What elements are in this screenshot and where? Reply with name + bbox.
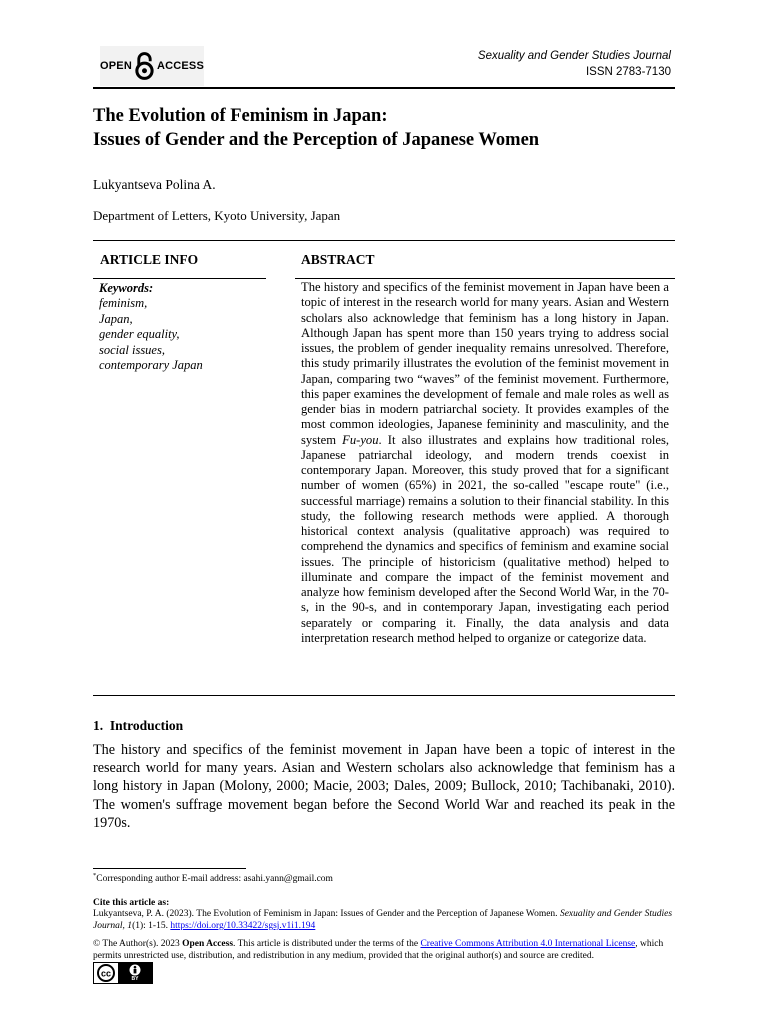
cc-license-link[interactable]: Creative Commons Attribution 4.0 International License <box>420 939 636 949</box>
open-access-logo-left: OPEN <box>100 60 132 72</box>
attribution-panel <box>118 963 152 983</box>
paper-title-line-2: Issues of Gender and the Perception of Japanese Women <box>93 130 540 150</box>
license-open-access: Open Access <box>182 939 234 949</box>
keyword-item: Japan, <box>99 311 133 326</box>
open-access-logo <box>100 46 204 86</box>
info-bottom-rule <box>93 695 675 696</box>
doi-link[interactable]: https://doi.org/10.33422/sgsj.v1i1.194 <box>170 921 316 931</box>
author-affiliation: Department of Letters, Kyoto University, Japan <box>93 208 341 223</box>
introduction-paragraph: The history and specifics of the feminist movement in Japan have been a topic of interest in the research world for many years. Asian and Western scholars also acknowledge that feminism has a long history in Japan (Molony, 2000; Macie, 2003; Dales, 2009; Bullock, 2010; Tachibanaki, 2010). The women's suffrage movement began before the Second World War and reached its peak in the 1970s. <box>93 742 675 831</box>
creative-commons-icon <box>94 963 118 983</box>
citation-text <box>93 908 675 932</box>
article-info-rule <box>93 278 266 279</box>
abstract-rule <box>295 278 675 279</box>
citation-heading: Cite this article as: <box>93 898 170 908</box>
keywords-block <box>99 281 203 374</box>
attribution-person-icon <box>129 964 141 976</box>
introduction-heading: 1. Introduction <box>93 718 184 733</box>
keywords-list <box>99 296 203 374</box>
paper-title-line-1: The Evolution of Feminism in Japan: <box>93 106 388 126</box>
license-text-part: , which permits unrestricted use, distribution, and redistribution in any medium, provided that the original author(s) and source are credited. <box>93 939 664 961</box>
abstract-heading: ABSTRACT <box>301 252 375 267</box>
header-rule <box>93 87 675 89</box>
keyword-item: feminism, <box>99 296 148 310</box>
journal-issn: ISSN 2783-7130 <box>585 66 671 78</box>
open-access-logo-right: ACCESS <box>156 60 204 72</box>
keyword-item: contemporary Japan <box>99 358 203 372</box>
license-text-part: . This article is distributed under the terms of the <box>233 939 421 949</box>
footnote-mark: * <box>93 872 97 879</box>
open-lock-icon <box>134 51 155 81</box>
cc-badge-left-text: cc <box>100 968 112 979</box>
abstract-italic-term: Fu-you <box>342 432 379 447</box>
footnote-rule <box>93 868 246 869</box>
keywords-label: Keywords: <box>99 281 154 295</box>
footnote-text: Corresponding author E-mail address: asahi.yann@gmail.com <box>96 874 333 885</box>
author-name: Lukyantseva Polina A. <box>93 177 216 192</box>
article-info-heading: ARTICLE INFO <box>100 252 199 267</box>
keyword-item: gender equality, <box>99 327 180 341</box>
info-top-rule <box>93 240 675 241</box>
abstract-text <box>301 280 669 646</box>
license-text-part: © The Author(s). 2023 <box>93 939 183 949</box>
paper-title <box>93 104 693 152</box>
cc-by-badge[interactable] <box>93 962 153 984</box>
cc-badge-right-text: BY <box>131 976 139 982</box>
footnote <box>93 872 333 884</box>
license-text <box>93 938 675 962</box>
citation-text-part: Lukyantseva, P. A. (2023). The Evolution of Feminism in Japan: Issues of Gender and the Perception of Japanese Women. <box>93 909 560 919</box>
abstract-text-part: . It also illustrates and explains how traditional roles, Japanese patriarchal ideology, and modern trends coexist in contemporary Japan. Moreover, this study proved that for a significant number of women (65%) in 2021, the so-called "escape route" (i.e., successful marriage) remains a solution to their financial stability. In this study, the following research methods were applied. A thorough historical context analysis (qualitative approach) was required to comprehend the dynamics and specifics of feminism and examine social issues. The principle of historicism (qualitative method) helped to illuminate and compare the impact of the feminist movement and analyze how feminism developed after the Second World War, in the 70-s, in the 90-s, and in contemporary Japan, investigating each period separately or comparing it. Finally, the data analysis and data interpretation research method helped to organize or categorize data. <box>301 432 669 645</box>
citation-journal: Sexuality and Gender Studies Journal, 1 <box>93 909 673 931</box>
abstract-text-part: The history and specifics of the feminist movement in Japan have been a topic of interest in the research world for many years. Asian and Western scholars also acknowledge that feminism has a long history in Japan. Although Japan has spent more than 150 years trying to address social issues, the problem of gender inequality remains unresolved. Therefore, this study primarily illustrates the evolution of the feminist movement in Japan, comparing two “waves” of the feminist movement. Furthermore, this paper examines the development of female and male roles as well as gender bias in modern patriarchal society. It provides examples of the most common ideologies, Japanese femininity and masculinity, and the system <box>301 280 669 447</box>
citation-text-part: (1): 1-15. <box>132 921 171 931</box>
keyword-item: social issues, <box>99 342 165 357</box>
journal-name: Sexuality and Gender Studies Journal <box>477 50 671 62</box>
